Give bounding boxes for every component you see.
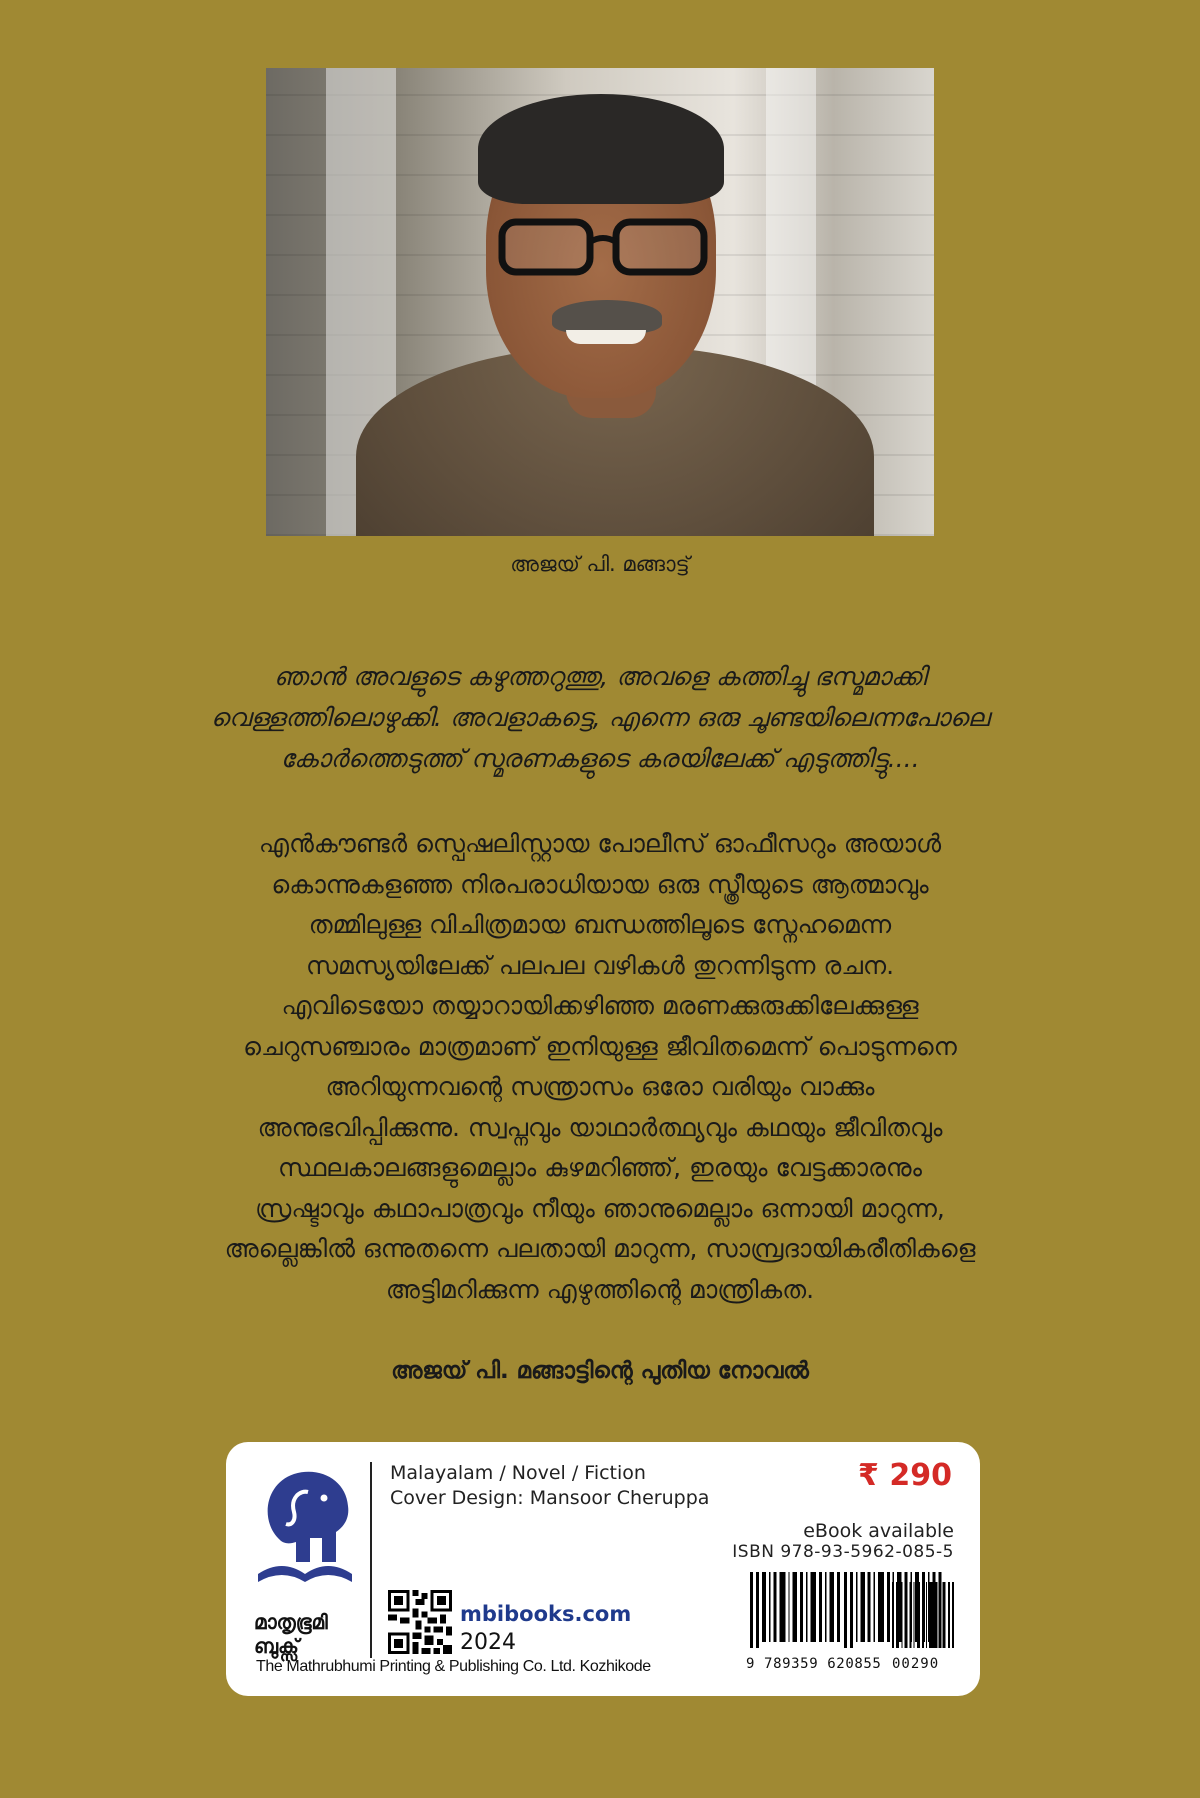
quote-excerpt: ഞാൻ അവളുടെ കഴുത്തറുത്തു, അവളെ കത്തിച്ചു ഭസ്മമാക്കി വെള്ളത്തിലൊഴുക്കി. അവളാകട്ടെ, എന്നെ ഒരു ചൂണ്ടയിലെന്നപോലെ കോർത്തെടുത്ത് സ്മരണകളുടെ കരയിലേക്ക് എടുത്തിട്ടു.... — [210, 662, 990, 773]
publisher-name: The Mathrubhumi Printing & Publishing Co. Ltd. Kozhikode — [256, 1658, 651, 1675]
publisher-logo-text: മാതൃഭൂമി ബുക്സ് — [254, 1610, 328, 1658]
website-link[interactable]: mbibooks.com — [460, 1602, 632, 1626]
price: ₹ 290 — [858, 1458, 952, 1493]
barcode-addon-number: 00290 — [892, 1656, 940, 1672]
author-photo — [266, 68, 934, 536]
cover-design-credit: Cover Design: Mansoor Cheruppa — [390, 1487, 710, 1509]
blurb: എൻകൗണ്ടർ സ്പെഷലിസ്റ്റായ പോലീസ് ഓഫീസറും അയാൾ കൊന്നുകളഞ്ഞ നിരപരാധിയായ ഒരു സ്ത്രീയുടെ ആത്മാവും തമ്മിലുള്ള വിചിത്രമായ ബന്ധത്തിലൂടെ സ്നേഹമെന്ന സമസ്യയിലേക്ക് പലപല വഴികൾ തുറന്നിടുന്ന രചന. എവിടെയോ തയ്യാറായിക്കഴിഞ്ഞ മരണക്കുരുക്കിലേക്കുള്ള ചെറുസഞ്ചാരം മാത്രമാണ് ഇനിയുള്ള ജീവിതമെന്ന് പൊടുന്നനെ അറിയുന്നവന്റെ സന്ത്രാസം ഒരോ വരിയും വാക്കും അനുഭവിപ്പിക്കുന്നു. സ്വപ്നവും യാഥാർത്ഥ്യവും കഥയും ജീവിതവും സ്ഥലകാലങ്ങളുമെല്ലാം കുഴമറിഞ്ഞ്, ഇരയും വേട്ടക്കാരനും സ്രഷ്ടാവും കഥാപാത്രവും നീയും ഞാനുമെല്ലാം ഒന്നായി മാറുന്ന, അല്ലെങ്കിൽ ഒന്നുതന്നെ പലതായി മാറുന്ന, സാമ്പ്രദായികരീതികളെ അട്ടിമറിക്കുന്ന എഴുത്തിന്റെ മാന്ത്രികത. — [224, 829, 976, 1304]
price-addon-barcode-icon — [892, 1582, 954, 1648]
tagline: അജയ് പി. മങ്ങാട്ടിന്റെ പുതിയ നോവൽ — [391, 1358, 809, 1384]
elephant-book-logo-icon — [250, 1462, 360, 1592]
panel-divider — [370, 1462, 372, 1658]
isbn: ISBN 978-93-5962-085-5 — [732, 1542, 954, 1562]
publisher-panel — [226, 1442, 980, 1696]
qr-code-icon — [388, 1590, 452, 1654]
ebook-availability: eBook available — [803, 1520, 954, 1542]
publication-year: 2024 — [460, 1630, 516, 1655]
barcode-number: 9 789359 620855 — [746, 1656, 882, 1672]
photo-caption: അജയ് പി. മങ്ങാട്ട് — [510, 552, 690, 576]
genre-label: Malayalam / Novel / Fiction — [390, 1462, 646, 1484]
